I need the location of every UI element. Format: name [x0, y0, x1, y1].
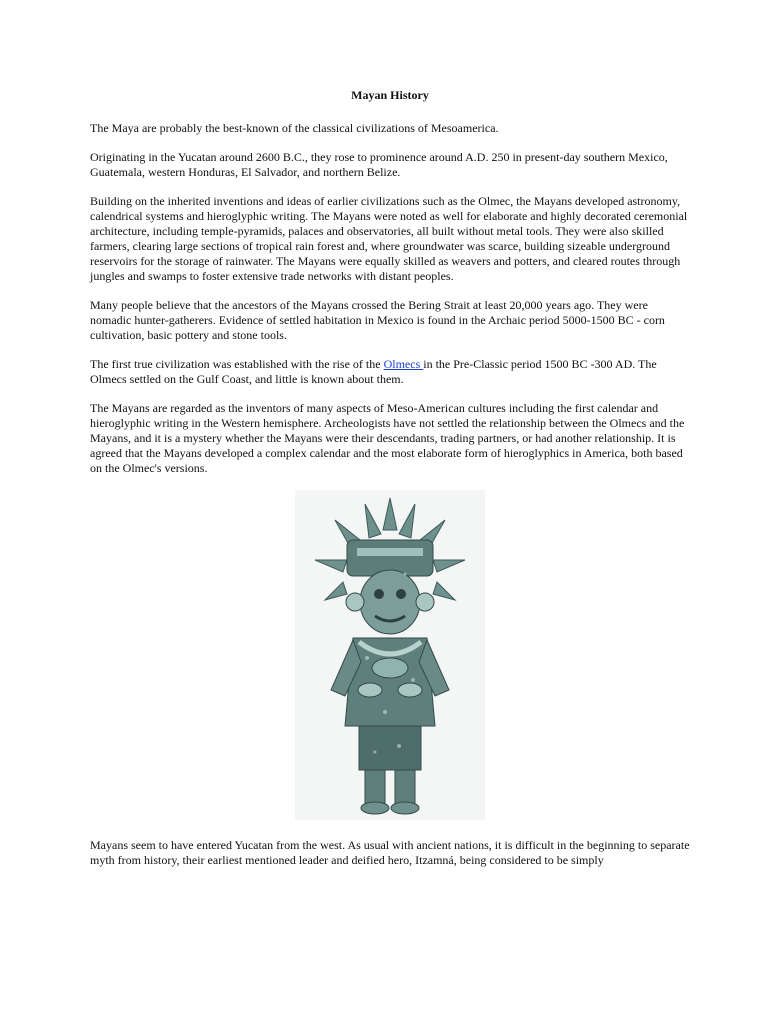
olmecs-text-before: The first true civilization was established with the rise of the	[90, 357, 384, 371]
olmecs-link[interactable]: Olmecs	[383, 357, 424, 371]
page-title: Mayan History	[351, 88, 429, 102]
paragraph-olmecs	[90, 357, 690, 387]
document-page	[90, 88, 690, 882]
mayan-statue-image	[295, 490, 485, 820]
paragraph-inventors: The Mayans are regarded as the inventors of many aspects of Meso-American cultures including the first calendar and hieroglyphic writing in the Western hemisphere. Archeologists have not settled the relationship between the Olmecs and the Mayans, and it is a mystery whether the Mayans were their descendants, trading partners, or had another relationship. It is agreed that the Mayans developed a complex calendar and the most elaborate form of hieroglyphics in America, both based on the Olmec's versions.	[90, 401, 685, 475]
paragraph-ancestors: Many people believe that the ancestors of the Mayans crossed the Bering Strait at least 20,000 years ago. They were nomadic hunter-gatherers. Evidence of settled habitation in Mexico is found in the Archaic period 5000-1500 BC - corn cultivation, basic pottery and stone tools.	[90, 298, 665, 342]
statue-illustration	[295, 490, 485, 820]
paragraph-achievements: Building on the inherited inventions and ideas of earlier civilizations such as the Olmec, the Mayans developed astronomy, calendrical systems and hieroglyphic writing. The Mayans were noted as well for elaborate and highly decorated ceremonial architecture, including temple-pyramids, palaces and observatories, all built without metal tools. They were also skilled farmers, clearing large sections of tropical rain forest and, where groundwater was scarce, building sizeable underground reservoirs for the storage of rainwater. The Mayans were equally skilled as weavers and potters, and cleared routes through jungles and swamps to foster extensive trade networks with distant peoples.	[90, 194, 688, 283]
paragraph-yucatan: Mayans seem to have entered Yucatan from the west. As usual with ancient nations, it is difficult in the beginning to separate myth from history, their earliest mentioned leader and deified hero, Itzamná, being considered to be simply	[90, 838, 690, 867]
paragraph-origin: Originating in the Yucatan around 2600 B.C., they rose to prominence around A.D. 250 in present-day southern Mexico, Guatemala, western Honduras, El Salvador, and northern Belize.	[90, 150, 668, 179]
olmecs-text-after: in the Pre-Classic period 1500 BC -300 AD. The Olmecs settled on the Gulf Coast, and little is known about them.	[90, 357, 657, 386]
paragraph-intro: The Maya are probably the best-known of the classical civilizations of Mesoamerica.	[90, 121, 499, 135]
